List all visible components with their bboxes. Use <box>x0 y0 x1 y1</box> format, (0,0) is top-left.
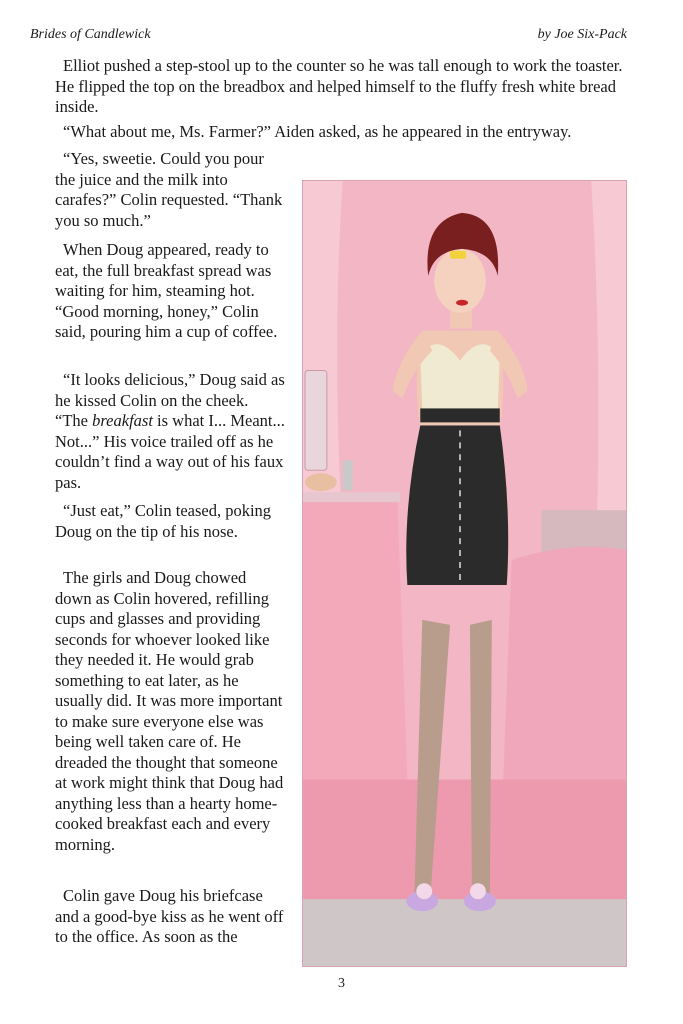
telephone <box>305 473 337 491</box>
paragraph-5-start: “It looks delicious,” Doug said as he kissed Colin on the cheek. “The <box>55 370 285 430</box>
running-header-author: by Joe Six-Pack <box>537 27 627 42</box>
paragraph-1: Elliot pushed a step-stool up to the counter so he was tall enough to work the toaster. He flipped the top on the breadbox and helped himself to the fluffy fresh white bread inside. <box>55 56 623 116</box>
lips <box>456 300 468 306</box>
paragraph-5-end: is what I... Meant... Not...” His voice trailed off as he couldn’t find a way out of his faux pas. <box>55 411 285 492</box>
running-header-title: Brides of Candlewick <box>30 27 151 42</box>
vanity-mirror <box>305 371 327 471</box>
paragraph-5-emphasis: breakfast <box>92 411 153 430</box>
paragraph-3: “Yes, sweetie. Could you pour the juice and the milk into carafes?” Colin requested. “Thank you so much.” <box>55 149 283 230</box>
paragraph-8: Colin gave Doug his briefcase and a good-bye kiss as he went off to the office. As soon as the <box>55 886 284 946</box>
hair-bow <box>450 251 466 259</box>
paragraph-7: The girls and Doug chowed down as Colin hovered, refilling cups and glasses and providing seconds for whoever looked like they needed it. He would grab something to eat later, as he usually did. It was more important to make sure everyone else was being well taken care of. He dreaded the thought that someone at work might think that Doug had anything less than a hearty home-cooked breakfast each and every morning. <box>55 568 284 854</box>
waist-band <box>420 408 500 422</box>
bed <box>502 547 626 820</box>
left-pompom <box>416 883 432 899</box>
right-pompom <box>470 883 486 899</box>
illustration <box>302 180 627 967</box>
vanity-skirt <box>303 500 407 779</box>
perfume-bottle <box>343 460 353 490</box>
page-number: 3 <box>338 976 345 991</box>
paragraph-4: When Doug appeared, ready to eat, the full breakfast spread was waiting for him, steaming hot. “Good morning, honey,” Colin said, pouring him a cup of coffee. <box>55 240 278 341</box>
illustration-art <box>303 181 626 966</box>
paragraph-6: “Just eat,” Colin teased, poking Doug on the tip of his nose. <box>55 501 272 541</box>
paragraph-5 <box>55 370 285 493</box>
paragraph-2: “What about me, Ms. Farmer?” Aiden asked, as he appeared in the entryway. <box>63 122 572 141</box>
vanity-top <box>303 492 400 502</box>
floor <box>303 899 626 966</box>
running-header <box>30 26 627 44</box>
girdle <box>406 425 508 585</box>
right-leg <box>470 620 492 899</box>
